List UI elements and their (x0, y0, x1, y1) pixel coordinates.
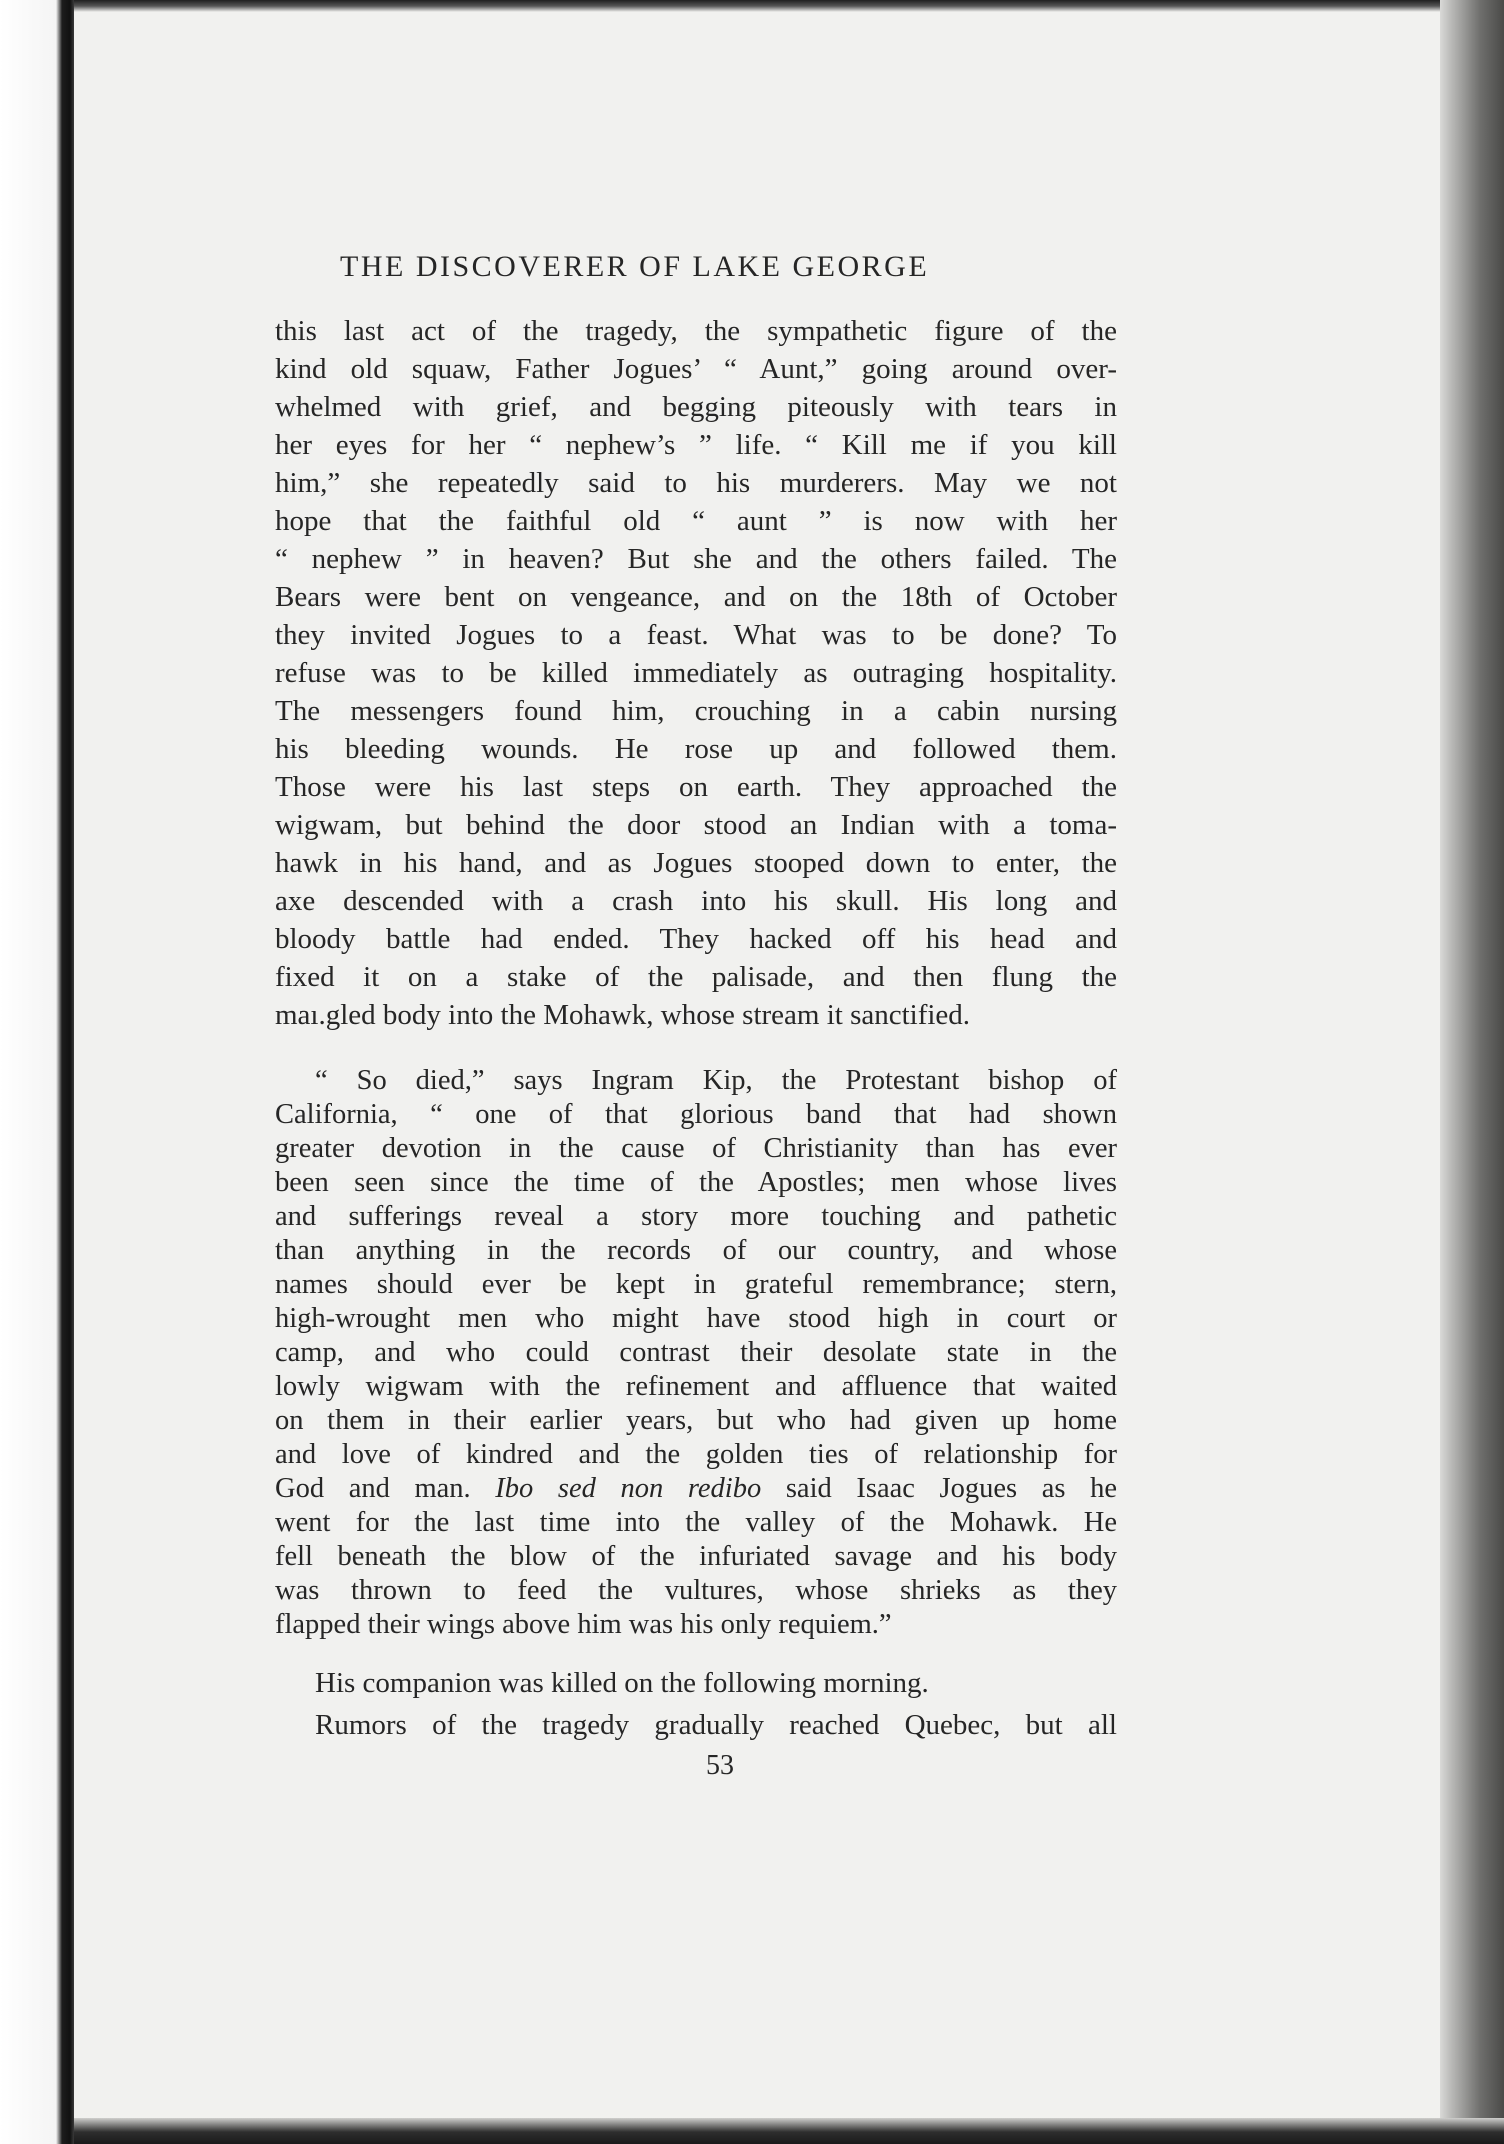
text-line-with-latin (275, 1472, 1117, 1506)
text-line: The messengers found him, crouching in a cabin nursing (275, 695, 1117, 727)
text-line: “ nephew ” in heaven? But she and the others failed. The (275, 543, 1117, 575)
text-line: than anything in the records of our country, and whose (275, 1235, 1117, 1266)
text-line: greater devotion in the cause of Christianity than has ever (275, 1133, 1117, 1164)
text-line: been seen since the time of the Apostles; men whose lives (275, 1167, 1117, 1198)
latin-phrase: Ibo sed non redibo (495, 1473, 762, 1504)
body-text (275, 312, 1117, 1744)
page-number: 53 (706, 1750, 734, 1781)
text-line: this last act of the tragedy, the sympathetic figure of the (275, 315, 1117, 347)
running-head: THE DISCOVERER OF LAKE GEORGE (340, 250, 930, 283)
text-line: names should ever be kept in grateful remembrance; stern, (275, 1269, 1117, 1300)
text-line: lowly wigwam with the refinement and affluence that waited (275, 1371, 1117, 1402)
text-line: maı.gled body into the Mohawk, whose stream it sanctified. (275, 999, 971, 1031)
text-line: high-wrought men who might have stood high in court or (275, 1303, 1117, 1334)
page-bottom-edge (74, 2118, 1504, 2144)
text-line: California, “ one of that glorious band that had shown (275, 1099, 1117, 1130)
text-line: and love of kindred and the golden ties of relationship for (275, 1439, 1117, 1470)
page-top-edge (74, 0, 1444, 12)
text-line: they invited Jogues to a feast. What was to be done? To (275, 619, 1117, 651)
text-line: whelmed with grief, and begging piteously with tears in (275, 391, 1117, 423)
text-line: flapped their wings above him was his only requiem.” (275, 1609, 892, 1640)
quotation-paragraph (275, 1064, 1117, 1642)
text-line: camp, and who could contrast their desolate state in the (275, 1337, 1117, 1368)
text-line: refuse was to be killed immediately as outraging hospitality. (275, 657, 1117, 689)
text-line: was thrown to feed the vultures, whose shrieks as they (275, 1575, 1117, 1606)
paragraph-gap (275, 1034, 1117, 1064)
text-line: on them in their earlier years, but who had given up home (275, 1405, 1117, 1436)
text-line: her eyes for her “ nephew’s ” life. “ Kill me if you kill (275, 429, 1117, 461)
text-line: fell beneath the blow of the infuriated savage and his body (275, 1541, 1117, 1572)
text-line: him,” she repeatedly said to his murderers. May we not (275, 467, 1117, 499)
text-run: God and man. (275, 1473, 496, 1504)
text-line: Bears were bent on vengeance, and on the 18th of October (275, 581, 1117, 613)
text-line: went for the last time into the valley of the Mohawk. He (275, 1507, 1117, 1538)
text-line: wigwam, but behind the door stood an Indian with a toma- (275, 809, 1117, 841)
text-line: Those were his last steps on earth. They approached the (275, 771, 1117, 803)
text-line: kind old squaw, Father Jogues’ “ Aunt,” going around over- (275, 353, 1117, 385)
paragraph-1 (275, 312, 1117, 1034)
paragraph-gap (275, 1642, 1117, 1664)
text-line: “ So died,” says Ingram Kip, the Protestant bishop of (315, 1065, 1117, 1096)
binding-shadow (0, 0, 74, 2144)
text-run: said Isaac Jogues as he (761, 1473, 1117, 1504)
text-line: hope that the faithful old “ aunt ” is now with her (275, 505, 1117, 537)
page-right-edge (1440, 0, 1504, 2144)
text-line: and sufferings reveal a story more touching and pathetic (275, 1201, 1117, 1232)
paragraph-3: His companion was killed on the following morning. (315, 1667, 929, 1699)
text-line: fixed it on a stake of the palisade, and then flung the (275, 961, 1117, 993)
text-line: hawk in his hand, and as Jogues stooped down to enter, the (275, 847, 1117, 879)
text-line: bloody battle had ended. They hacked off his head and (275, 923, 1117, 955)
text-line: axe descended with a crash into his skull. His long and (275, 885, 1117, 917)
paragraph-4: Rumors of the tragedy gradually reached Quebec, but all (315, 1709, 1117, 1741)
text-line: his bleeding wounds. He rose up and followed them. (275, 733, 1117, 765)
